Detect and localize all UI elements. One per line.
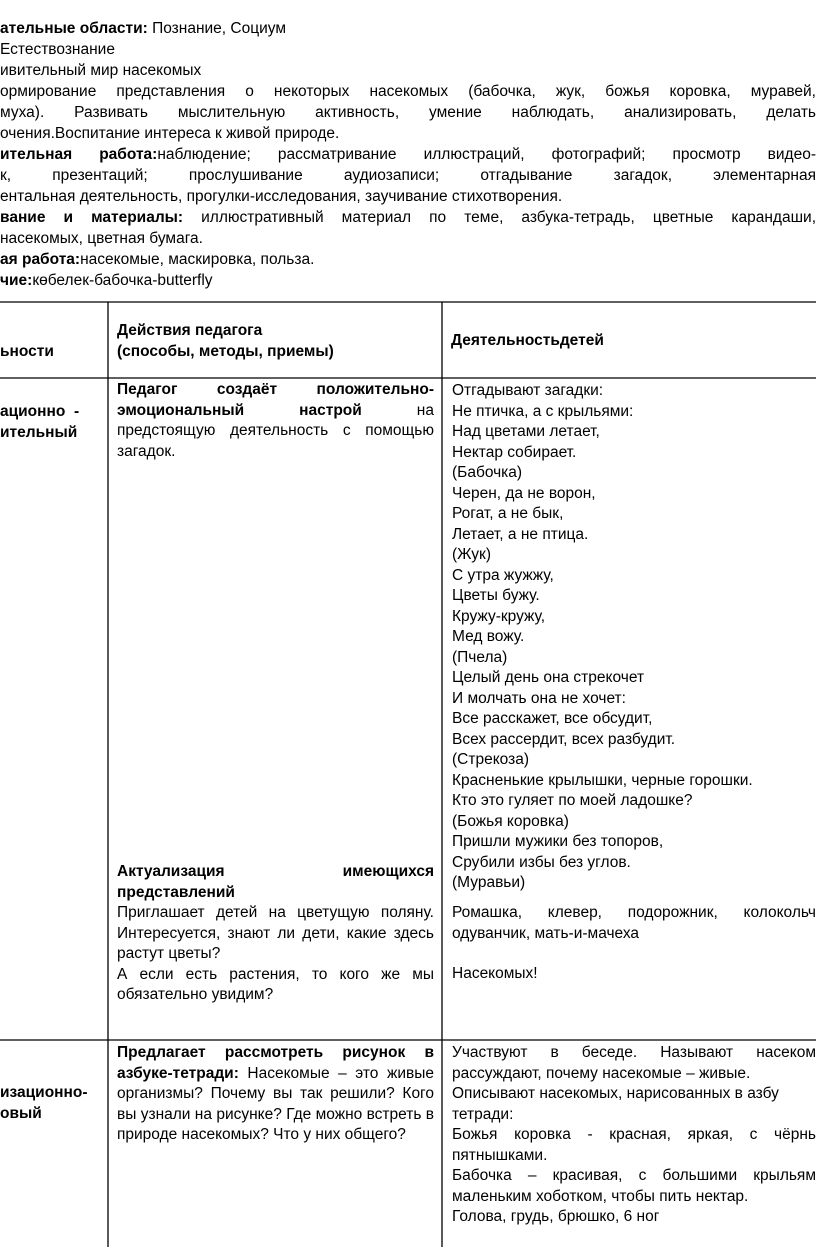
riddle-answer: (Божья коровка) (452, 812, 569, 830)
intro-line-goal-1: ормирование представления о некоторых насекомых (бабочка, жук, божья коровка, муравей, (0, 83, 816, 100)
riddle-line: Не птичка, а с крыльями: (452, 402, 634, 420)
motivation-bold: Педагог создаёт положительно-эмоциональный настрой (117, 381, 434, 419)
intro-line-vocab (0, 249, 816, 270)
intro-line-equipment-2: насекомых, цветная бумага. (0, 230, 203, 247)
row2-stage-line1: изационно- (0, 1084, 88, 1101)
riddle-line: Срубили избы без углов. (452, 853, 631, 871)
riddle-answer: (Бабочка) (452, 464, 523, 481)
intro-line-prep-1 (0, 144, 816, 165)
lesson-intro (0, 18, 816, 291)
row1-stage-line2: ительный (0, 423, 78, 441)
header-stage: ьности (0, 343, 54, 360)
row2-teacher-bold: Предлагает рассмотреть рисунок в азбуке-тетради: (117, 1044, 434, 1082)
riddle-answer: (Пчела) (452, 648, 508, 666)
prep-label: ительная работа: (0, 146, 158, 163)
riddle-line: Пришли мужики без топоров, (452, 833, 664, 850)
header-children-activity: Деятельностьдетей (451, 332, 604, 349)
row2-stage (0, 1083, 104, 1124)
riddle-answer: (Жук) (452, 546, 491, 563)
riddle-line: Все расскажет, все обсудит, (452, 710, 653, 727)
riddle-line: Мед вожу. (452, 628, 525, 645)
row2-children-activity (452, 1043, 816, 1228)
riddle-line: Цветы бужу. (452, 587, 540, 604)
riddle-line: Кружу-кружу, (452, 607, 546, 625)
row2-child-line: Бабочка – красивая, с большими крыльям (452, 1167, 816, 1184)
row2-child-line: маленьким хоботком, чтобы пить нектар. (452, 1187, 749, 1205)
riddle-line: Нектар собирает. (452, 443, 577, 461)
row2-child-line: пятнышками. (452, 1146, 548, 1164)
row2-teacher-text: Насекомые – это живые организмы? Почему вы так решили? Кого вы узнали на рисунке? Где можно встреть в природе насекомых? Что у них общего? (117, 1064, 434, 1143)
row1-teacher-motivation (117, 380, 434, 462)
intro-line-equipment-1 (0, 207, 816, 228)
row2-stage-line2: овый (0, 1104, 42, 1122)
actualization-text-2: А если есть растения, то кого же мы обязательно увидим? (117, 965, 434, 1003)
riddle-line: Черен, да не ворон, (452, 484, 596, 502)
intro-line-prep-3: ентальная деятельность, прогулки-исследования, заучивание стихотворения. (0, 188, 563, 205)
row1-stage (0, 402, 104, 443)
header-teacher-line2: (способы, методы, приемы) (117, 342, 334, 360)
riddle-line: Красненькие крылышки, черные горошки. (452, 771, 753, 789)
areas-text: Познание, Социум (147, 20, 286, 37)
row2-teacher-actions (117, 1043, 434, 1146)
riddle-line: С утра жужжу, (452, 566, 554, 584)
intro-line-areas (0, 18, 816, 39)
intro-line-goal-3: очения.Воспитание интереса к живой природе. (0, 125, 340, 142)
row2-child-line: Описывают насекомых, нарисованных в азбу (452, 1085, 779, 1102)
riddle-line: Кто это гуляет по моей ладошке? (452, 792, 693, 809)
row2-child-line: Участвуют в беседе. Называют насеком (452, 1044, 816, 1061)
row1-stage-line1: ационно - (0, 403, 80, 420)
intro-line-subject: Естествознание (0, 41, 115, 58)
intro-line-goal-2: муха). Развивать мыслительную активность, умение наблюдать, анализировать, делать (0, 104, 816, 121)
row1-children-flowers (452, 903, 816, 944)
riddle-line: Над цветами летает, (452, 423, 600, 440)
areas-label: ательные области: (0, 20, 148, 37)
riddle-line: Целый день она стрекочет (452, 669, 645, 686)
row2-child-line: Голова, грудь, брюшко, 6 ног (452, 1208, 660, 1225)
flowers-line1: Ромашка, клевер, подорожник, колокольч (452, 904, 816, 921)
riddle-line: Всех рассердит, всех разбудит. (452, 730, 676, 748)
equipment-text: иллюстративный материал по теме, азбука-тетрадь, цветные карандаши, (183, 209, 816, 226)
row2-child-line: Божья коровка - красная, яркая, с чёрнь (452, 1126, 816, 1143)
riddle-line: И молчать она не хочет: (452, 689, 626, 707)
header-teacher-line1: Действия педагога (117, 322, 263, 339)
bilingual-text: көбелек-бабочка-butterfly (32, 272, 213, 289)
equipment-label: вание и материалы: (0, 209, 184, 226)
header-teacher-actions (117, 321, 435, 362)
flowers-line2: одуванчик, мать-и-мачеха (452, 924, 640, 942)
row1-teacher-actualization (117, 862, 434, 1006)
actualization-title: Актуализация имеющихся представлений (117, 863, 434, 901)
intro-line-prep-2: к, презентаций; прослушивание аудиозаписи; отгадывание загадок, элементарная (0, 167, 816, 184)
row1-children-riddles (452, 381, 814, 894)
intro-line-bilingual (0, 270, 816, 291)
intro-line-theme: ивительный мир насекомых (0, 62, 202, 79)
vocab-label: ая работа: (0, 251, 81, 268)
prep-text: наблюдение; рассматривание иллюстраций, фотографий; просмотр видео- (157, 146, 816, 163)
riddle-answer: (Муравьи) (452, 874, 526, 891)
bilingual-label: чие: (0, 272, 33, 289)
riddle-answer: (Стрекоза) (452, 751, 529, 768)
row2-child-line: тетради: (452, 1105, 514, 1123)
vocab-text: насекомые, маскировка, польза. (80, 251, 315, 268)
motivation-text: на предстоящую деятельность с помощью загадок. (117, 401, 434, 460)
riddle-line: Рогат, а не бык, (452, 505, 564, 522)
riddle-line: Летает, а не птица. (452, 525, 589, 543)
riddle-line: Отгадывают загадки: (452, 382, 604, 399)
row2-child-line: рассуждают, почему насекомые – живые. (452, 1064, 751, 1082)
row1-children-insects: Насекомых! (452, 965, 538, 982)
actualization-text: Приглашает детей на цветущую поляну. Интересуется, знают ли дети, какие здесь растут цветы? (117, 904, 434, 962)
